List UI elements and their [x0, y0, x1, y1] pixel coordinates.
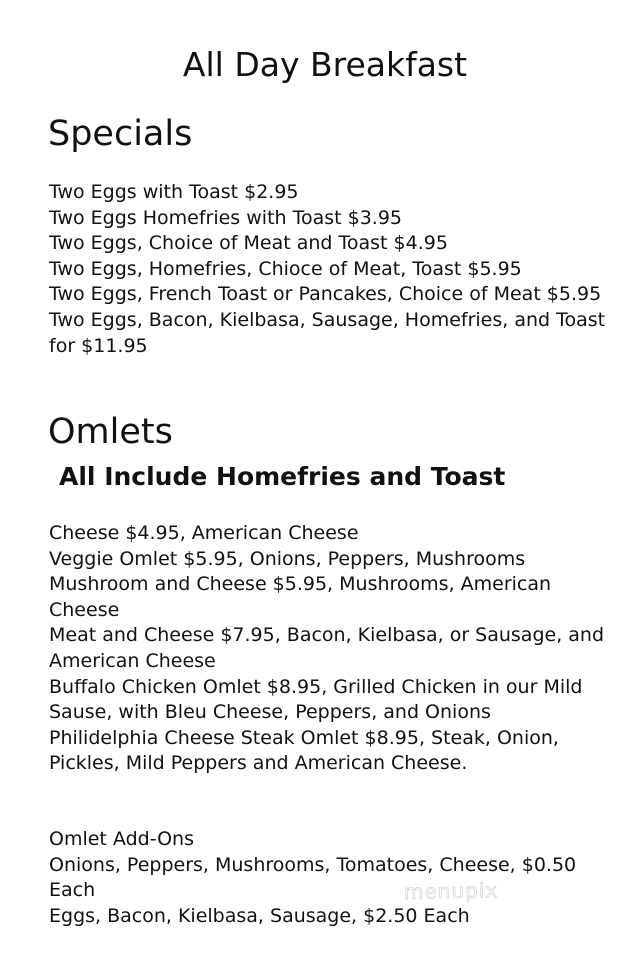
list-item: Meat and Cheese $7.95, Bacon, Kielbasa, or Sausage, and American Cheese: [49, 624, 605, 672]
list-item: Two Eggs, Choice of Meat and Toast $4.95: [49, 232, 448, 255]
page-title: All Day Breakfast: [182, 45, 468, 84]
list-item: Philidelphia Cheese Steak Omlet $8.95, Steak, Onion, Pickles, Mild Peppers and American Cheese.: [49, 726, 559, 775]
list-item: Onions, Peppers, Mushrooms, Tomatoes, Cheese, $0.50 Each: [49, 853, 577, 902]
list-item: Two Eggs, French Toast or Pancakes, Choice of Meat $5.95: [49, 283, 602, 306]
list-item: Mushroom and Cheese $5.95, Mushrooms, American Cheese: [49, 573, 552, 621]
list-item: Two Eggs, Bacon, Kielbasa, Sausage, Homefries, and Toast for $11.95: [49, 308, 606, 357]
watermark-logo: menupix: [403, 878, 499, 904]
list-item: Eggs, Bacon, Kielbasa, Sausage, $2.50 Each: [49, 904, 470, 927]
list-item: Two Eggs with Toast $2.95: [49, 181, 299, 203]
addons-list: [49, 827, 609, 929]
list-item: Two Eggs Homefries with Toast $3.95: [49, 206, 403, 229]
list-item: Cheese $4.95, American Cheese: [49, 522, 359, 544]
specials-heading: Specials: [48, 114, 193, 154]
list-item: Two Eggs, Homefries, Chioce of Meat, Toast $5.95: [49, 257, 522, 280]
list-item: Buffalo Chicken Omlet $8.95, Grilled Chicken in our Mild Sause, with Bleu Cheese, Peppers, and Onions: [49, 675, 583, 724]
omlets-heading: Omlets: [48, 412, 173, 452]
list-item: Veggie Omlet $5.95, Onions, Peppers, Mushrooms: [49, 547, 526, 570]
omlets-subheading: All Include Homefries and Toast: [59, 462, 506, 491]
specials-list: [49, 180, 609, 359]
omlets-list: [49, 521, 609, 777]
addons-heading: Omlet Add-Ons: [49, 828, 194, 850]
